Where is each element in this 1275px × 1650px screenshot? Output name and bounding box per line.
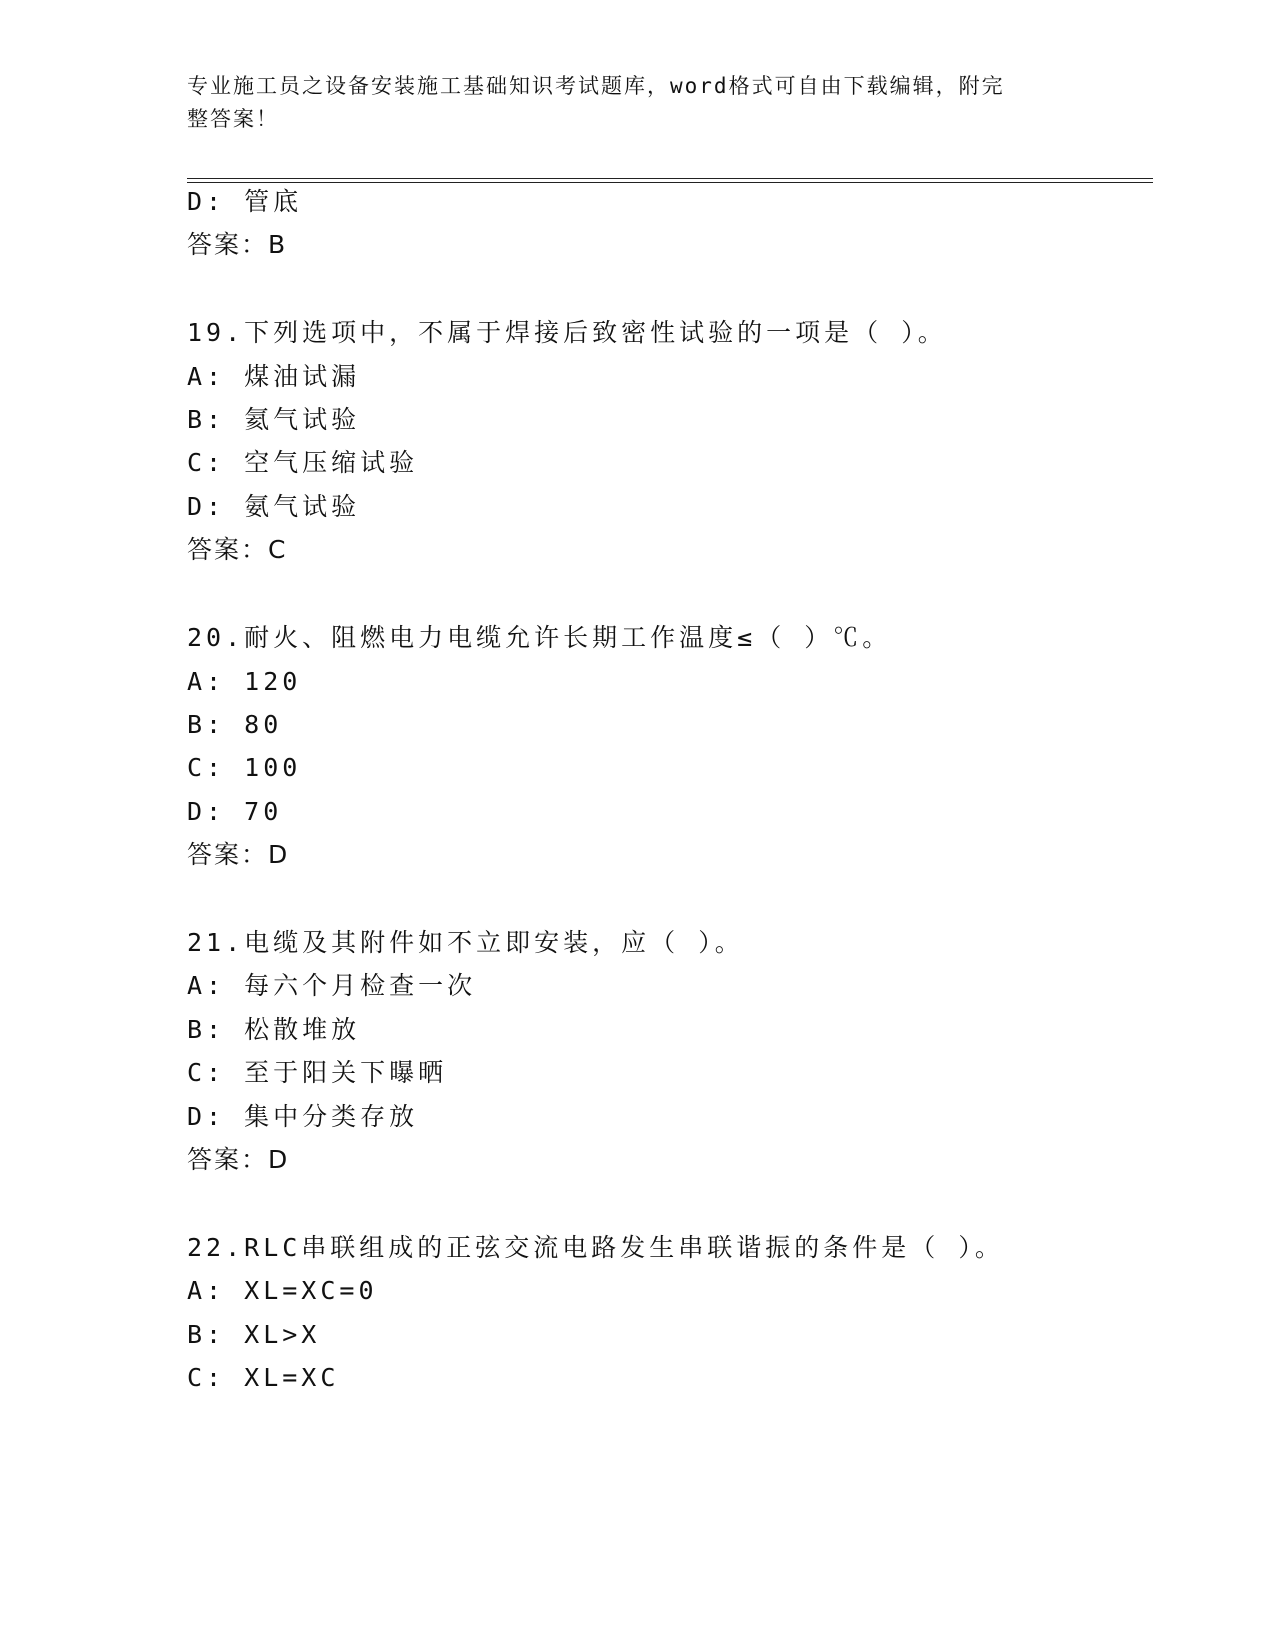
option-d: D: 70 bbox=[187, 797, 283, 826]
option-b: B: 80 bbox=[187, 710, 283, 739]
answer: 答案：D bbox=[187, 1145, 290, 1174]
header-line-2: 整答案！ bbox=[187, 107, 279, 131]
header-line-1: 专业施工员之设备安装施工基础知识考试题库，word格式可自由下载编辑，附完 bbox=[187, 74, 1005, 98]
option-a: A: 煤油试漏 bbox=[187, 362, 361, 391]
question-stem: 22.RLC串联组成的正弦交流电路发生串联谐振的条件是（ ）。 bbox=[187, 1233, 1004, 1262]
answer: 答案：C bbox=[187, 535, 288, 564]
question-stem: 21.电缆及其附件如不立即安装，应（ ）。 bbox=[187, 928, 744, 957]
option-b: B: XL>X bbox=[187, 1320, 321, 1349]
option-b: B: 松散堆放 bbox=[187, 1015, 361, 1044]
answer: 答案：D bbox=[187, 840, 290, 869]
option-d: D: 集中分类存放 bbox=[187, 1102, 419, 1131]
option-c: C: 空气压缩试验 bbox=[187, 448, 419, 477]
option-a: A: XL=XC=0 bbox=[187, 1276, 378, 1305]
document-header bbox=[187, 70, 1067, 136]
option-a: A: 每六个月检查一次 bbox=[187, 971, 477, 1000]
option-c: C: 100 bbox=[187, 753, 302, 782]
question-stem: 19.下列选项中，不属于焊接后致密性试验的一项是（ ）。 bbox=[187, 318, 947, 347]
option-b: B: 氦气试验 bbox=[187, 405, 361, 434]
question-stem: 20.耐火、阻燃电力电缆允许长期工作温度≤（ ）℃。 bbox=[187, 623, 892, 652]
prev-question-option-d: D: 管底 bbox=[187, 187, 303, 216]
header-divider-bottom bbox=[187, 182, 1153, 183]
option-c: C: XL=XC bbox=[187, 1363, 340, 1392]
option-c: C: 至于阳关下曝晒 bbox=[187, 1058, 448, 1087]
header-divider-top bbox=[187, 178, 1153, 179]
option-a: A: 120 bbox=[187, 667, 302, 696]
prev-question-answer: 答案：B bbox=[187, 230, 288, 259]
option-d: D: 氨气试验 bbox=[187, 492, 361, 521]
